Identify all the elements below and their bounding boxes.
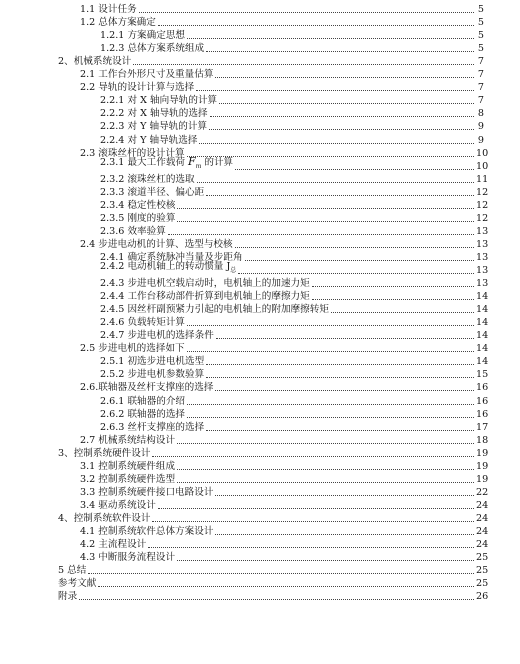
toc-entry-title: 5 总结 — [58, 565, 87, 577]
toc-entry-title: 2.6.联轴器及丝杆支撑座的选择 — [80, 382, 214, 394]
toc-page-number: 16 — [476, 395, 489, 407]
toc-page-number: 12 — [476, 199, 489, 211]
toc-page-number: 9 — [477, 121, 484, 133]
toc-leader-dots — [148, 547, 474, 548]
toc-entry[interactable] — [100, 407, 489, 421]
toc-entry[interactable] — [80, 67, 484, 81]
toc-page-number: 9 — [477, 134, 484, 146]
toc-entry[interactable] — [100, 289, 489, 303]
toc-page-number: 5 — [477, 4, 484, 15]
toc-page-number: 24 — [476, 499, 489, 511]
toc-entry[interactable] — [100, 211, 489, 225]
toc-entry-title: 2.4.5 因丝杆副预紧力引起的电机轴上的附加摩擦转矩 — [100, 304, 329, 316]
toc-entry-title: 2.2.3 对 Y 轴导轨的计算 — [100, 121, 208, 133]
toc-leader-dots — [133, 64, 474, 65]
toc-entry[interactable] — [100, 367, 489, 381]
toc-entry[interactable] — [58, 576, 489, 590]
toc-leader-dots — [199, 143, 474, 144]
toc-entry[interactable] — [80, 459, 489, 473]
toc-leader-dots — [245, 260, 474, 261]
toc-page-number: 13 — [476, 251, 489, 263]
toc-page-number: 24 — [476, 526, 489, 537]
toc-entry[interactable] — [80, 524, 489, 538]
toc-leader-dots — [88, 573, 474, 574]
toc-entry[interactable] — [100, 394, 489, 408]
toc-entry[interactable] — [100, 106, 484, 120]
toc-leader-dots — [312, 286, 474, 287]
toc-leader-dots — [235, 247, 474, 248]
toc-entry[interactable] — [100, 93, 484, 107]
toc-leader-dots — [187, 38, 474, 39]
toc-entry[interactable] — [80, 550, 489, 564]
toc-leader-dots — [187, 417, 474, 418]
toc-page-number: 13 — [476, 278, 489, 290]
toc-entry-title: 2.3 滚珠丝杆的设计计算 — [80, 147, 185, 159]
toc-leader-dots — [215, 495, 474, 496]
toc-leader-dots — [177, 221, 474, 222]
toc-page-number: 7 — [477, 56, 484, 68]
toc-entry-title: 2.3.5 刚度的验算 — [100, 212, 176, 224]
toc-page-number: 14 — [476, 291, 489, 303]
toc-page-number: 14 — [476, 343, 489, 355]
toc-entry-title: 2.2.1 对 X 轴向导轨的计算 — [100, 95, 218, 107]
toc-page-number: 19 — [476, 460, 489, 472]
toc-entry-title: 2.4 步进电动机的计算、选型与校核 — [80, 238, 233, 250]
toc-entry-title: 1.2 总体方案确定 — [80, 17, 156, 29]
toc-page-number: 11 — [476, 173, 489, 185]
toc-entry[interactable] — [100, 328, 489, 342]
toc-entry[interactable] — [80, 485, 489, 499]
toc-entry[interactable] — [100, 315, 489, 329]
toc-page-number: 22 — [476, 486, 489, 498]
toc-entry-title: 2.2.4 对 Y 轴导轨选择 — [100, 134, 198, 146]
toc-page-number: 24 — [476, 539, 489, 551]
toc-entry-title: 2.3.3 滚道半径、偏心距 — [100, 186, 205, 198]
toc-entry-title: 1.2.1 方案确定思想 — [100, 30, 186, 42]
toc-leader-dots — [187, 351, 474, 352]
toc-page-number: 16 — [476, 382, 489, 394]
toc-leader-dots — [209, 129, 474, 130]
toc-entry-title: 2.4.7 步进电机的选择条件 — [100, 330, 214, 342]
toc-page-number: 14 — [476, 317, 489, 329]
toc-entry-title: 2.4.2 电动机轴上的转动惯量 $J_总$ — [100, 261, 237, 274]
toc-leader-dots — [216, 338, 474, 339]
toc-entry[interactable] — [80, 15, 484, 29]
toc-entry-title: 2.6.2 联轴器的选择 — [100, 408, 186, 420]
toc-leader-dots — [312, 299, 474, 300]
toc-leader-dots — [177, 208, 474, 209]
toc-page-number: 13 — [476, 225, 489, 237]
toc-entry[interactable] — [80, 472, 489, 486]
toc-entry[interactable] — [80, 380, 489, 394]
toc-leader-dots — [187, 325, 474, 326]
toc-page-number: 12 — [476, 186, 489, 198]
toc-leader-dots — [215, 534, 474, 535]
toc-leader-dots — [219, 103, 474, 104]
toc-page-number: 16 — [476, 408, 489, 420]
toc-leader-dots — [215, 390, 474, 391]
toc-leader-dots — [158, 508, 474, 509]
toc-page-number: 17 — [476, 421, 489, 433]
toc-entry[interactable] — [100, 172, 489, 186]
toc-page-number: 25 — [476, 565, 489, 577]
toc-entry-title: 4.1 控制系统软件总体方案设计 — [80, 526, 214, 537]
toc-page-number: 10 — [476, 160, 489, 172]
toc-leader-dots — [206, 364, 474, 365]
toc-leader-dots — [187, 404, 474, 405]
toc-leader-dots — [206, 430, 474, 431]
toc-entry-title: 2.3.4 稳定性校核 — [100, 199, 176, 211]
toc-entry[interactable] — [100, 41, 484, 55]
toc-entry[interactable] — [100, 420, 489, 434]
toc-entry-title: 3.1 控制系统硬件组成 — [80, 460, 176, 472]
toc-entry-title: 2.6.3 丝杆支撑座的选择 — [100, 421, 205, 433]
toc-leader-dots — [98, 586, 474, 587]
toc-entry[interactable] — [58, 563, 489, 577]
toc-page-number: 25 — [476, 552, 489, 564]
toc-leader-dots — [152, 456, 474, 457]
toc-entry-title: 2.5.2 步进电机参数验算 — [100, 369, 205, 381]
toc-entry[interactable] — [80, 433, 489, 447]
toc-entry[interactable] — [100, 198, 489, 212]
toc-entry-title: 参考文献 — [58, 578, 97, 590]
toc-entry[interactable] — [80, 498, 489, 512]
toc-page-number: 18 — [476, 434, 489, 446]
toc-entry[interactable] — [100, 133, 484, 147]
toc-page-number: 14 — [476, 304, 489, 316]
toc-leader-dots — [177, 469, 474, 470]
toc-page-number: 12 — [476, 212, 489, 224]
toc-leader-dots — [177, 560, 474, 561]
toc-leader-dots — [206, 377, 474, 378]
toc-entry[interactable] — [100, 276, 489, 290]
toc-leader-dots — [177, 482, 474, 483]
toc-entry-title: 2.4.4 工作台移动部件折算到电机轴上的摩擦力矩 — [100, 291, 310, 303]
toc-entry[interactable] — [100, 224, 489, 238]
toc-page-number: 7 — [477, 69, 484, 81]
toc-entry[interactable] — [100, 261, 489, 277]
toc-page-number: 19 — [476, 447, 489, 459]
toc-entry-title: 4.3 中断服务流程设计 — [80, 552, 176, 564]
toc-entry[interactable] — [58, 54, 484, 68]
toc-page-number: 5 — [477, 30, 484, 42]
toc-leader-dots — [79, 599, 474, 600]
toc-entry[interactable] — [100, 119, 484, 133]
toc-leader-dots — [158, 25, 474, 26]
toc-leader-dots — [168, 234, 474, 235]
toc-page-number: 24 — [476, 512, 489, 524]
toc-entry[interactable] — [100, 302, 489, 316]
toc-entry-title: 4.2 主流程设计 — [80, 539, 147, 551]
toc-entry[interactable] — [100, 354, 489, 368]
toc-entry-title: 3.2 控制系统硬件选型 — [80, 473, 176, 485]
toc-page-number: 14 — [476, 356, 489, 368]
toc-leader-dots — [139, 12, 474, 13]
toc-page-number: 25 — [476, 578, 489, 590]
toc-leader-dots — [238, 273, 474, 274]
toc-entry-title: 1.2.3 总体方案系统组成 — [100, 43, 205, 55]
toc-entry-title: 2.3.2 滚珠丝杠的选取 — [100, 173, 195, 185]
toc-entry-title: 2.3.6 效率验算 — [100, 225, 166, 237]
toc-page-number: 5 — [477, 17, 484, 29]
toc-entry-title: 2.4.3 步进电机空载启动时，电机轴上的加速力矩 — [100, 278, 310, 290]
toc-entry-title: 4、控制系统软件设计 — [58, 512, 151, 524]
toc-entry[interactable] — [100, 154, 489, 173]
toc-entry[interactable] — [100, 28, 484, 42]
toc-page-number: 13 — [476, 238, 489, 250]
toc-entry-title: 2.6.1 联轴器的介绍 — [100, 395, 186, 407]
toc-entry-title: 2.4.1 确定系统脉冲当量及步距角 — [100, 251, 243, 263]
toc-leader-dots — [206, 51, 474, 52]
toc-page-number: 15 — [476, 369, 489, 381]
toc-leader-dots — [210, 116, 474, 117]
toc-entry[interactable] — [100, 185, 489, 199]
toc-entry[interactable] — [58, 589, 489, 603]
toc-entry[interactable] — [80, 80, 484, 94]
toc-leader-dots — [235, 169, 474, 170]
toc-entry-title: 2.5.1 初选步进电机选型 — [100, 356, 205, 368]
toc-entry-title: 2、机械系统设计 — [58, 56, 132, 68]
toc-entry-title: 2.2 导轨的设计计算与选择 — [80, 82, 195, 94]
toc-page-number: 14 — [476, 330, 489, 342]
toc-page-number: 8 — [477, 108, 484, 120]
toc-page-number: 10 — [476, 147, 489, 159]
toc-entry-title: 2.5 步进电机的选择如下 — [80, 343, 185, 355]
toc-leader-dots — [197, 182, 474, 183]
toc-leader-dots — [206, 195, 474, 196]
toc-entry-title: 2.3.1 最大工作载荷 $F_m$ 的计算 — [100, 154, 234, 170]
toc-entry[interactable] — [80, 237, 489, 251]
toc-entry-title: 1.1 设计任务 — [80, 4, 137, 15]
toc-page-number: 5 — [477, 43, 484, 55]
toc-entry[interactable] — [80, 537, 489, 551]
toc-entry-title: 2.1 工作台外形尺寸及重量估算 — [80, 69, 214, 81]
toc-leader-dots — [177, 443, 474, 444]
toc-entry-title: 3、控制系统硬件设计 — [58, 447, 151, 459]
toc-leader-dots — [331, 312, 474, 313]
toc-entry-title: 2.4.6 负载转矩计算 — [100, 317, 186, 329]
toc-entry[interactable] — [58, 446, 489, 460]
toc-entry-title: 2.7 机械系统结构设计 — [80, 434, 176, 446]
toc-leader-dots — [215, 77, 474, 78]
toc-page-number: 7 — [477, 82, 484, 94]
toc-leader-dots — [152, 521, 474, 522]
toc-entry[interactable] — [58, 511, 489, 525]
toc-leader-dots — [196, 90, 474, 91]
toc-page-number: 7 — [477, 95, 484, 107]
toc-entry-title: 3.4 驱动系统设计 — [80, 499, 156, 511]
toc-entry-title: 2.2.2 对 X 轴导轨的选择 — [100, 108, 208, 120]
toc-entry-title: 3.3 控制系统硬件接口电路设计 — [80, 486, 214, 498]
toc-entry[interactable] — [80, 2, 484, 16]
toc-page-number: 26 — [476, 591, 489, 603]
toc-page-number: 13 — [476, 265, 489, 276]
toc-page-number: 19 — [476, 473, 489, 485]
toc-entry[interactable] — [80, 341, 489, 355]
toc-entry-title: 附录 — [58, 591, 78, 603]
